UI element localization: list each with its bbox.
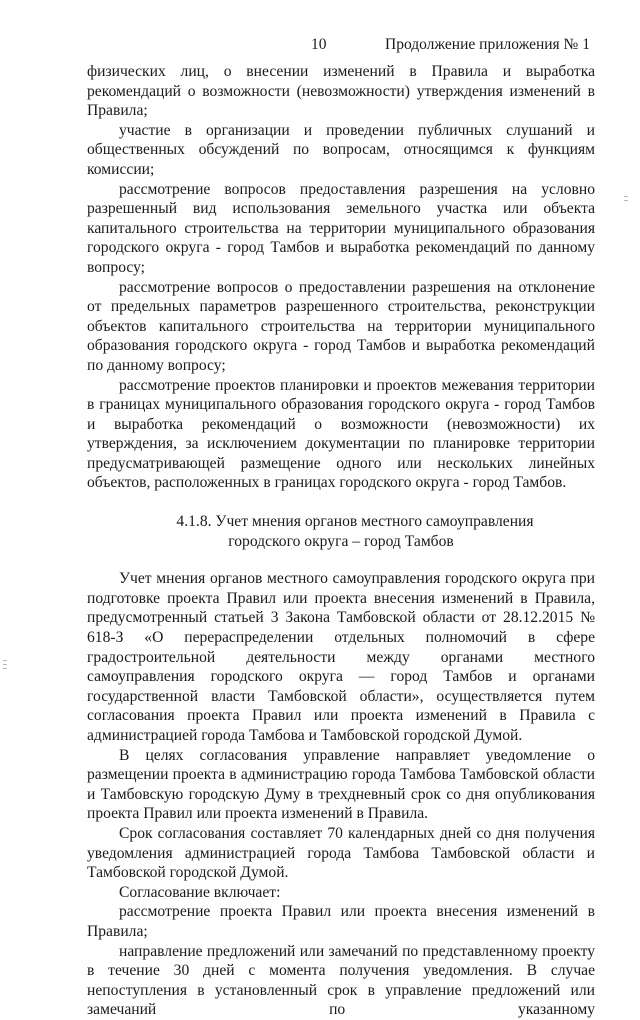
- paragraph: физических лиц, о внесении изменений в Правила и выработка рекомендаций о возможности (невозможности) утверждения изменений в Правила;: [87, 63, 595, 120]
- paragraph: рассмотрение вопросов предоставления разрешения на условно разрешенный вид использования земельного участка или объекта капитального строительства на территории муниципального образования городского округа - город Тамбов и выработка рекомендаций по данному вопросу;: [87, 180, 595, 276]
- scan-artifact: [624, 196, 628, 197]
- section-heading-line: городского округа – город Тамбов: [228, 532, 454, 550]
- page-number: 10: [311, 36, 327, 53]
- scan-artifact: [3, 664, 7, 665]
- paragraph: Срок согласования составляет 70 календарных дней со дня получения уведомления администрацией города Тамбова Тамбовской области и Тамбовской городской Думой.: [87, 824, 595, 882]
- scan-artifact: [624, 200, 628, 201]
- paragraph: Учет мнения органов местного самоуправления городского округа при подготовке проекта Правил или проекта внесения изменений в Правила, предусмотренный статьей 3 Закона Тамбовской области от 28.12.2015 № 618-З «О перераспределении отдельных полномочий в сфере градостроительной деятельности между органами местного самоуправления городского округа — город Тамбов и органами государственной власти Тамбовской области», осуществляется путем согласования проекта Правил или проекта изменений в Правила с администрацией города Тамбова и Тамбовской городской Думой.: [87, 570, 595, 744]
- appendix-continuation-label: Продолжение приложения № 1: [385, 36, 590, 53]
- page-header: [0, 36, 640, 58]
- paragraph: рассмотрение проектов планировки и проектов межевания территории в границах муниципального образования городского округа - город Тамбов и выработка рекомендаций о возможности (невозможности) их утверждения, за исключением документации по планировке территории предусматривающей размещение одного или нескольких линейных объектов, расположенных в границах городского округа - город Тамбов.: [87, 376, 595, 492]
- paragraph: участие в организации и проведении публичных слушаний и общественных обсуждений по вопросам, относящимся к функциям комиссии;: [87, 121, 595, 178]
- scan-artifact: [3, 660, 7, 661]
- scan-artifact: [3, 668, 7, 669]
- section-heading-line: 4.1.8. Учет мнения органов местного самоуправления: [176, 513, 534, 531]
- paragraph: рассмотрение вопросов о предоставлении разрешения на отклонение от предельных параметров разрешенного строительства, реконструкции объектов капитального строительства на территории муниципального образования городского округа - город Тамбов и выработка рекомендаций по данному вопросу;: [87, 278, 595, 374]
- paragraph: В целях согласования управление направляет уведомление о размещении проекта в администрацию города Тамбова Тамбовской области и Тамбовскую городскую Думу в трехдневный срок со дня опубликования проекта Правил или проекта изменений в Правила.: [87, 746, 595, 823]
- document-body: [87, 62, 595, 1020]
- paragraph: рассмотрение проекта Правил или проекта внесения изменений в Правила;: [87, 903, 595, 940]
- paragraph: Согласование включает:: [119, 883, 281, 901]
- paragraph: направление предложений или замечаний по представленному проекту в течение 30 дней с момента получения уведомления. В случае непоступления в установленный срок в управление предложений или замечаний по указанному: [87, 942, 595, 1019]
- section-heading: [87, 512, 595, 551]
